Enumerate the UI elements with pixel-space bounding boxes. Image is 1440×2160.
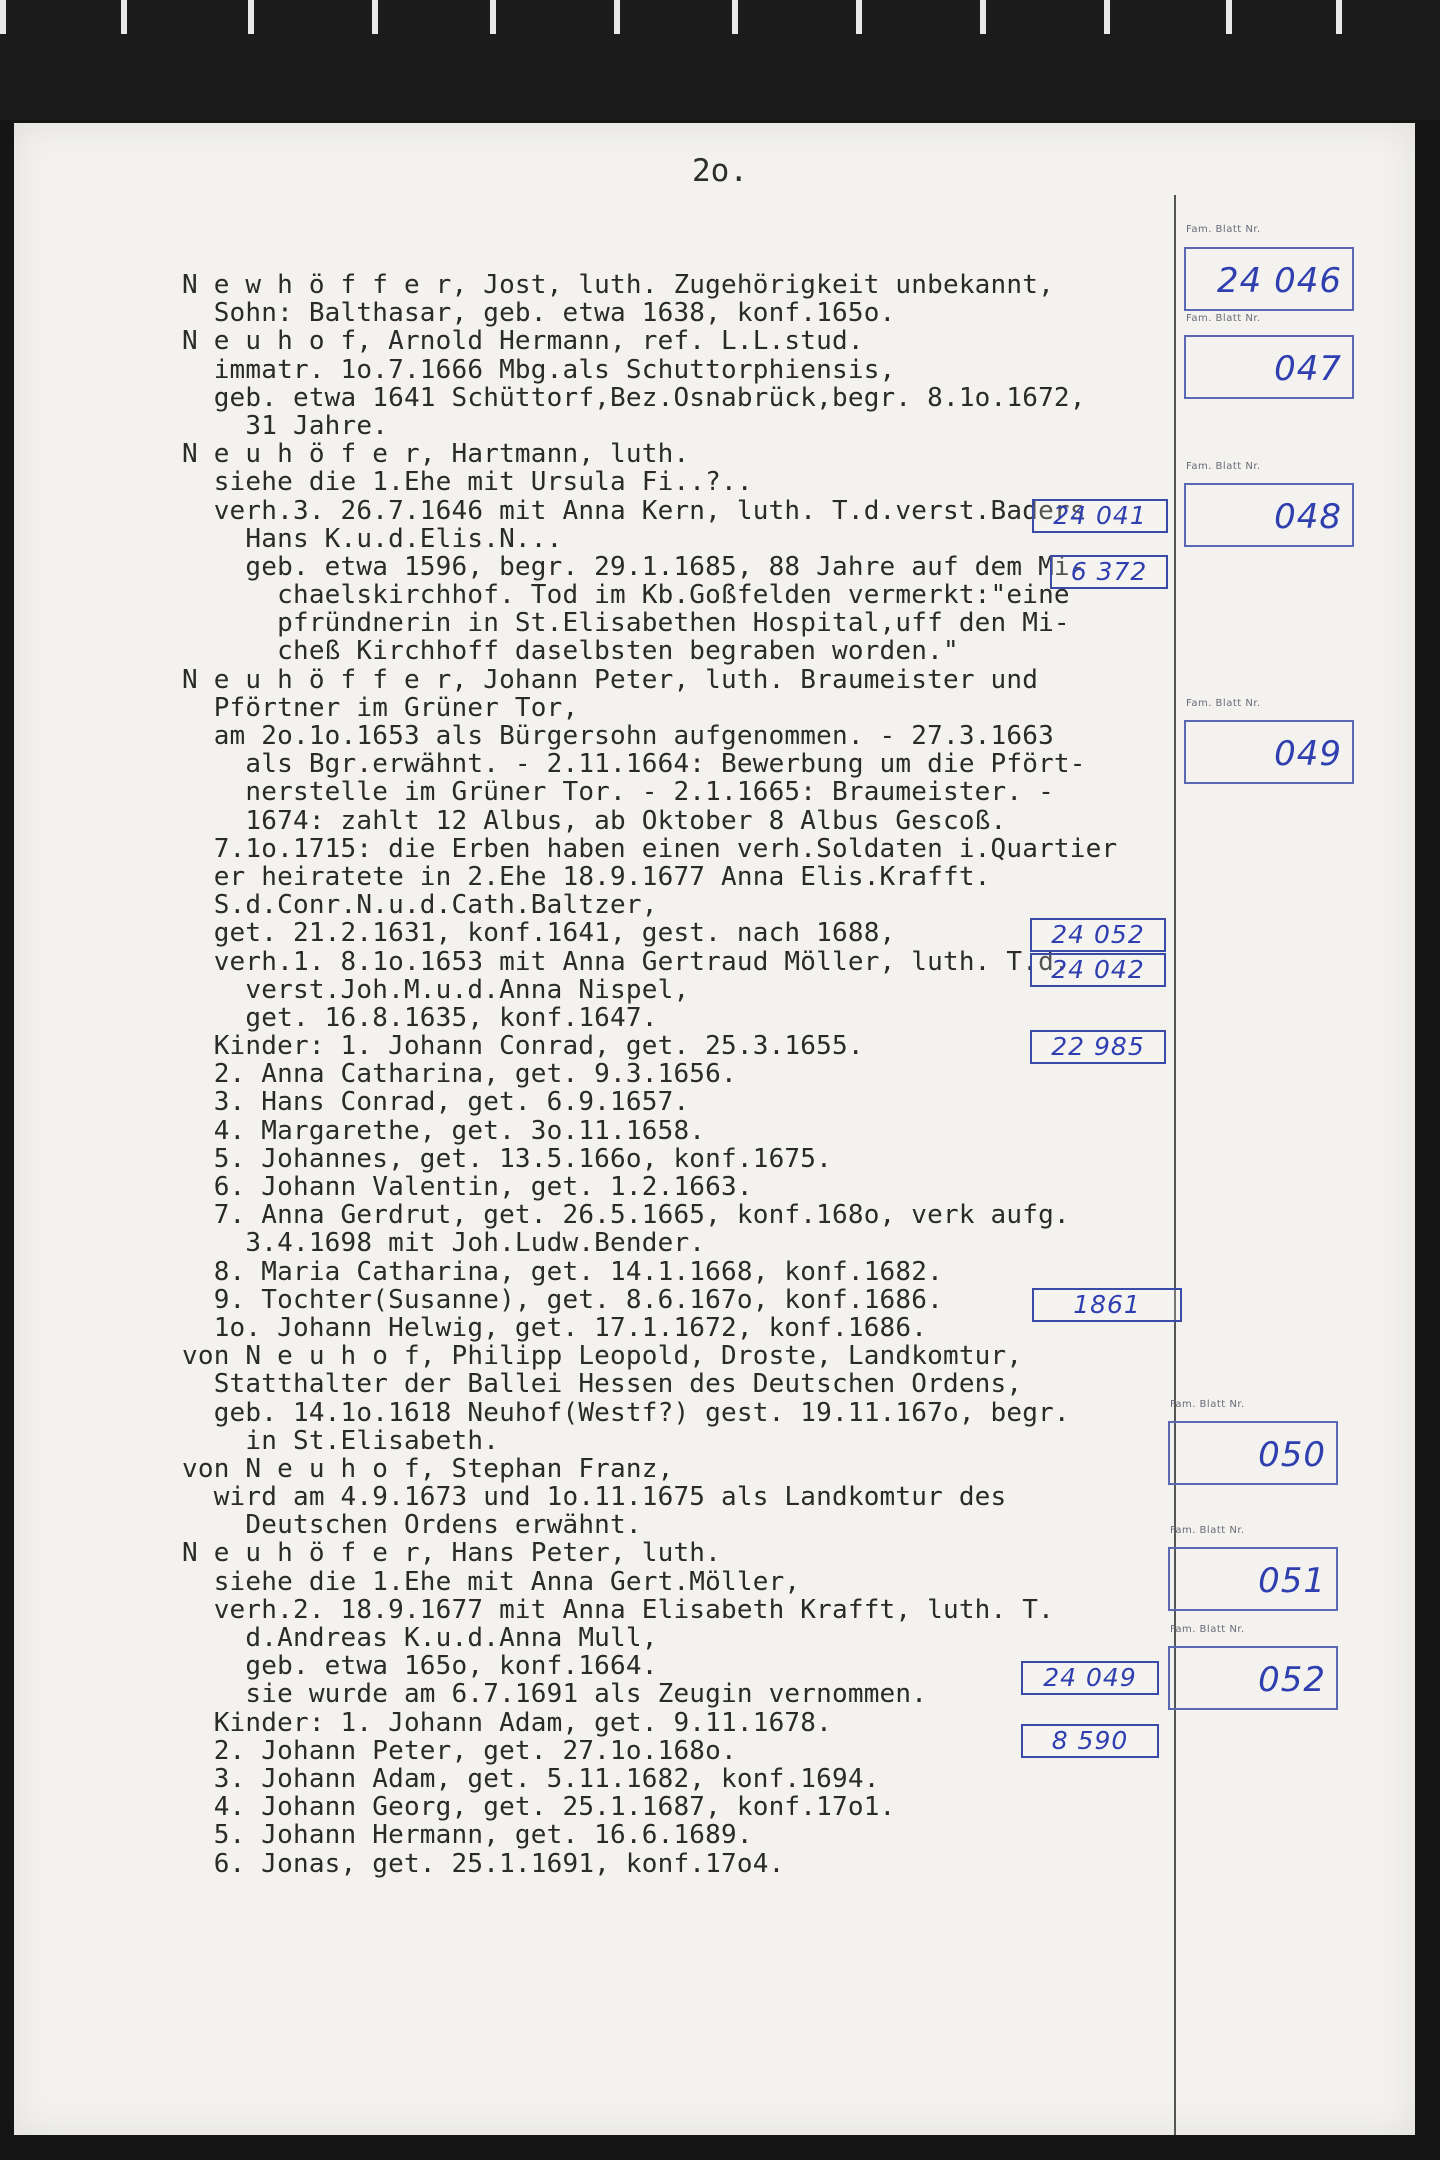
fam-blatt-label: Fam. Blatt Nr. xyxy=(1186,313,1261,324)
entry-line: am 2o.1o.1653 als Bürgersohn aufgenommen. - 27.3.1663 xyxy=(182,721,1054,751)
entry-line: verh.3. 26.7.1646 mit Anna Kern, luth. T.d.verst.Baders xyxy=(182,495,1086,526)
entry-line: 6. Johann Valentin, get. 1.2.1663. xyxy=(182,1172,753,1202)
cross-reference-box: 24 049 xyxy=(1021,1661,1159,1695)
fam-blatt-number: 050 xyxy=(1258,1435,1326,1475)
fam-blatt-label: Fam. Blatt Nr. xyxy=(1170,1624,1245,1635)
entry-line: S.d.Conr.N.u.d.Cath.Baltzer, xyxy=(182,890,658,921)
entry-line: er heiratete in 2.Ehe 18.9.1677 Anna Elis.Krafft. xyxy=(182,861,991,892)
sprocket-hole xyxy=(490,0,496,34)
entry-line: geb. 14.1o.1618 Neuhof(Westf?) gest. 19.11.167o, begr. xyxy=(182,1397,1070,1428)
entry-line: sie wurde am 6.7.1691 als Zeugin vernommen. xyxy=(182,1679,928,1710)
entry-line: N e u h ö f e r, Hartmann, luth. xyxy=(182,439,690,470)
fam-blatt-box xyxy=(1184,720,1354,784)
entry-line: get. 16.8.1635, konf.1647. xyxy=(182,1002,658,1033)
fam-blatt-box xyxy=(1168,1646,1338,1710)
entry-line: 31 Jahre. xyxy=(182,410,389,441)
film-strip-top xyxy=(0,0,1440,120)
cross-reference-box: 6 372 xyxy=(1050,555,1168,589)
fam-blatt-number: 047 xyxy=(1274,349,1342,389)
cross-reference-box: 1861 xyxy=(1032,1288,1182,1322)
page-number: 2o. xyxy=(692,153,748,189)
cross-reference-box: 22 985 xyxy=(1030,1030,1166,1064)
entry-line: chaelskirchhof. Tod im Kb.Goßfelden vermerkt:"eine xyxy=(182,580,1070,611)
entry-line: wird am 4.9.1673 und 1o.11.1675 als Landkomtur des xyxy=(182,1482,1007,1513)
fam-blatt-label: Fam. Blatt Nr. xyxy=(1186,224,1261,235)
entry-line: get. 21.2.1631, konf.1641, gest. nach 1688, xyxy=(182,918,896,949)
sprocket-hole xyxy=(0,0,6,34)
entry-line: Statthalter der Ballei Hessen des Deutschen Ordens, xyxy=(182,1369,1023,1400)
entry-line: N e w h ö f f e r, Jost, luth. Zugehörigkeit unbekannt, xyxy=(182,270,1054,300)
entry-line: pfründnerin in St.Elisabethen Hospital,uff den Mi- xyxy=(182,608,1070,639)
entry-line: 6. Jonas, get. 25.1.1691, konf.17o4. xyxy=(182,1848,785,1879)
sprocket-hole xyxy=(980,0,986,34)
sprocket-hole xyxy=(248,0,254,34)
sprocket-hole xyxy=(614,0,620,34)
fam-blatt-number: 049 xyxy=(1274,734,1342,774)
fam-blatt-box xyxy=(1184,247,1354,311)
entry-line: immatr. 1o.7.1666 Mbg.als Schuttorphiensis, xyxy=(182,354,896,385)
entry-line: 5. Johannes, get. 13.5.166o, konf.1675. xyxy=(182,1143,832,1174)
cross-reference-box: 24 052 xyxy=(1030,918,1166,952)
entry-line: geb. etwa 1641 Schüttorf,Bez.Osnabrück,begr. 8.1o.1672, xyxy=(182,382,1086,413)
entry-line: 9. Tochter(Susanne), get. 8.6.167o, konf.1686. xyxy=(182,1284,943,1315)
sprocket-hole xyxy=(121,0,127,34)
sprocket-hole xyxy=(856,0,862,34)
entry-line: 2. Anna Catharina, get. 9.3.1656. xyxy=(182,1059,737,1090)
entry-line: 7. Anna Gerdrut, get. 26.5.1665, konf.168o, verk aufg. xyxy=(182,1200,1070,1231)
entry-line: Kinder: 1. Johann Adam, get. 9.11.1678. xyxy=(182,1707,832,1738)
entry-line: 4. Margarethe, get. 3o.11.1658. xyxy=(182,1115,706,1146)
cross-reference-box: 24 041 xyxy=(1032,499,1168,533)
fam-blatt-box xyxy=(1168,1421,1338,1485)
sprocket-hole xyxy=(372,0,378,34)
entry-line: von N e u h o f, Philipp Leopold, Droste, Landkomtur, xyxy=(182,1341,1023,1372)
sprocket-hole xyxy=(1226,0,1232,34)
entry-line: als Bgr.erwähnt. - 2.11.1664: Bewerbung um die Pfört- xyxy=(182,749,1086,780)
cross-reference-box: 24 042 xyxy=(1030,953,1166,987)
entry-line: cheß Kirchhoff daselbsten begraben worden." xyxy=(182,636,959,667)
entry-line: verh.2. 18.9.1677 mit Anna Elisabeth Krafft, luth. T. xyxy=(182,1594,1054,1625)
entry-line: Sohn: Balthasar, geb. etwa 1638, konf.165o. xyxy=(182,298,896,329)
entry-line: 1o. Johann Helwig, get. 17.1.1672, konf.1686. xyxy=(182,1312,928,1343)
entry-line: 1674: zahlt 12 Albus, ab Oktober 8 Albus Gescoß. xyxy=(182,805,1007,836)
entry-line: 8. Maria Catharina, get. 14.1.1668, konf.1682. xyxy=(182,1256,943,1287)
document-page xyxy=(14,123,1415,2135)
entry-line: geb. etwa 1596, begr. 29.1.1685, 88 Jahre auf dem Mi- xyxy=(182,551,1086,582)
fam-blatt-label: Fam. Blatt Nr. xyxy=(1186,698,1261,709)
entry-line: siehe die 1.Ehe mit Anna Gert.Möller, xyxy=(182,1566,801,1597)
entry-line: Hans K.u.d.Elis.N... xyxy=(182,523,563,554)
fam-blatt-box xyxy=(1184,335,1354,399)
fam-blatt-number: 052 xyxy=(1258,1660,1326,1700)
entry-line: siehe die 1.Ehe mit Ursula Fi..?.. xyxy=(182,467,753,498)
entry-line: Pförtner im Grüner Tor, xyxy=(182,692,579,723)
sprocket-hole xyxy=(1104,0,1110,34)
entry-line: in St.Elisabeth. xyxy=(182,1425,500,1456)
entry-line: 3. Hans Conrad, get. 6.9.1657. xyxy=(182,1087,690,1118)
fam-blatt-number: 048 xyxy=(1274,497,1342,537)
fam-blatt-number: 051 xyxy=(1258,1561,1326,1601)
entry-line: 5. Johann Hermann, get. 16.6.1689. xyxy=(182,1820,753,1851)
fam-blatt-number: 24 046 xyxy=(1217,261,1342,301)
sprocket-hole xyxy=(1336,0,1342,34)
entry-line: nerstelle im Grüner Tor. - 2.1.1665: Braumeister. - xyxy=(182,777,1054,808)
entry-line: Kinder: 1. Johann Conrad, get. 25.3.1655. xyxy=(182,1031,864,1062)
sprocket-hole xyxy=(732,0,738,34)
entry-line: 7.1o.1715: die Erben haben einen verh.Soldaten i.Quartier xyxy=(182,833,1118,864)
entry-line: 4. Johann Georg, get. 25.1.1687, konf.17o1. xyxy=(182,1792,896,1823)
entry-line: 3. Johann Adam, get. 5.11.1682, konf.1694. xyxy=(182,1763,880,1794)
entry-line: Deutschen Ordens erwähnt. xyxy=(182,1510,642,1541)
entry-line: verh.1. 8.1o.1653 mit Anna Gertraud Möller, luth. T.d. xyxy=(182,946,1070,977)
fam-blatt-box xyxy=(1168,1547,1338,1611)
fam-blatt-box xyxy=(1184,483,1354,547)
entry-line: 3.4.1698 mit Joh.Ludw.Bender. xyxy=(182,1228,706,1259)
entry-line: d.Andreas K.u.d.Anna Mull, xyxy=(182,1623,658,1653)
fam-blatt-label: Fam. Blatt Nr. xyxy=(1170,1525,1245,1536)
entry-line: N e u h o f, Arnold Hermann, ref. L.L.stud. xyxy=(182,326,864,357)
entry-line: geb. etwa 165o, konf.1664. xyxy=(182,1651,658,1682)
entry-line: N e u h ö f f e r, Johann Peter, luth. Braumeister und xyxy=(182,664,1039,695)
entry-line: verst.Joh.M.u.d.Anna Nispel, xyxy=(182,974,690,1005)
fam-blatt-label: Fam. Blatt Nr. xyxy=(1170,1399,1245,1410)
entry-line: N e u h ö f e r, Hans Peter, luth. xyxy=(182,1538,722,1569)
cross-reference-box: 8 590 xyxy=(1021,1724,1159,1758)
entry-line: von N e u h o f, Stephan Franz, xyxy=(182,1453,674,1484)
fam-blatt-label: Fam. Blatt Nr. xyxy=(1186,461,1261,472)
entry-line: 2. Johann Peter, get. 27.1o.168o. xyxy=(182,1735,737,1766)
